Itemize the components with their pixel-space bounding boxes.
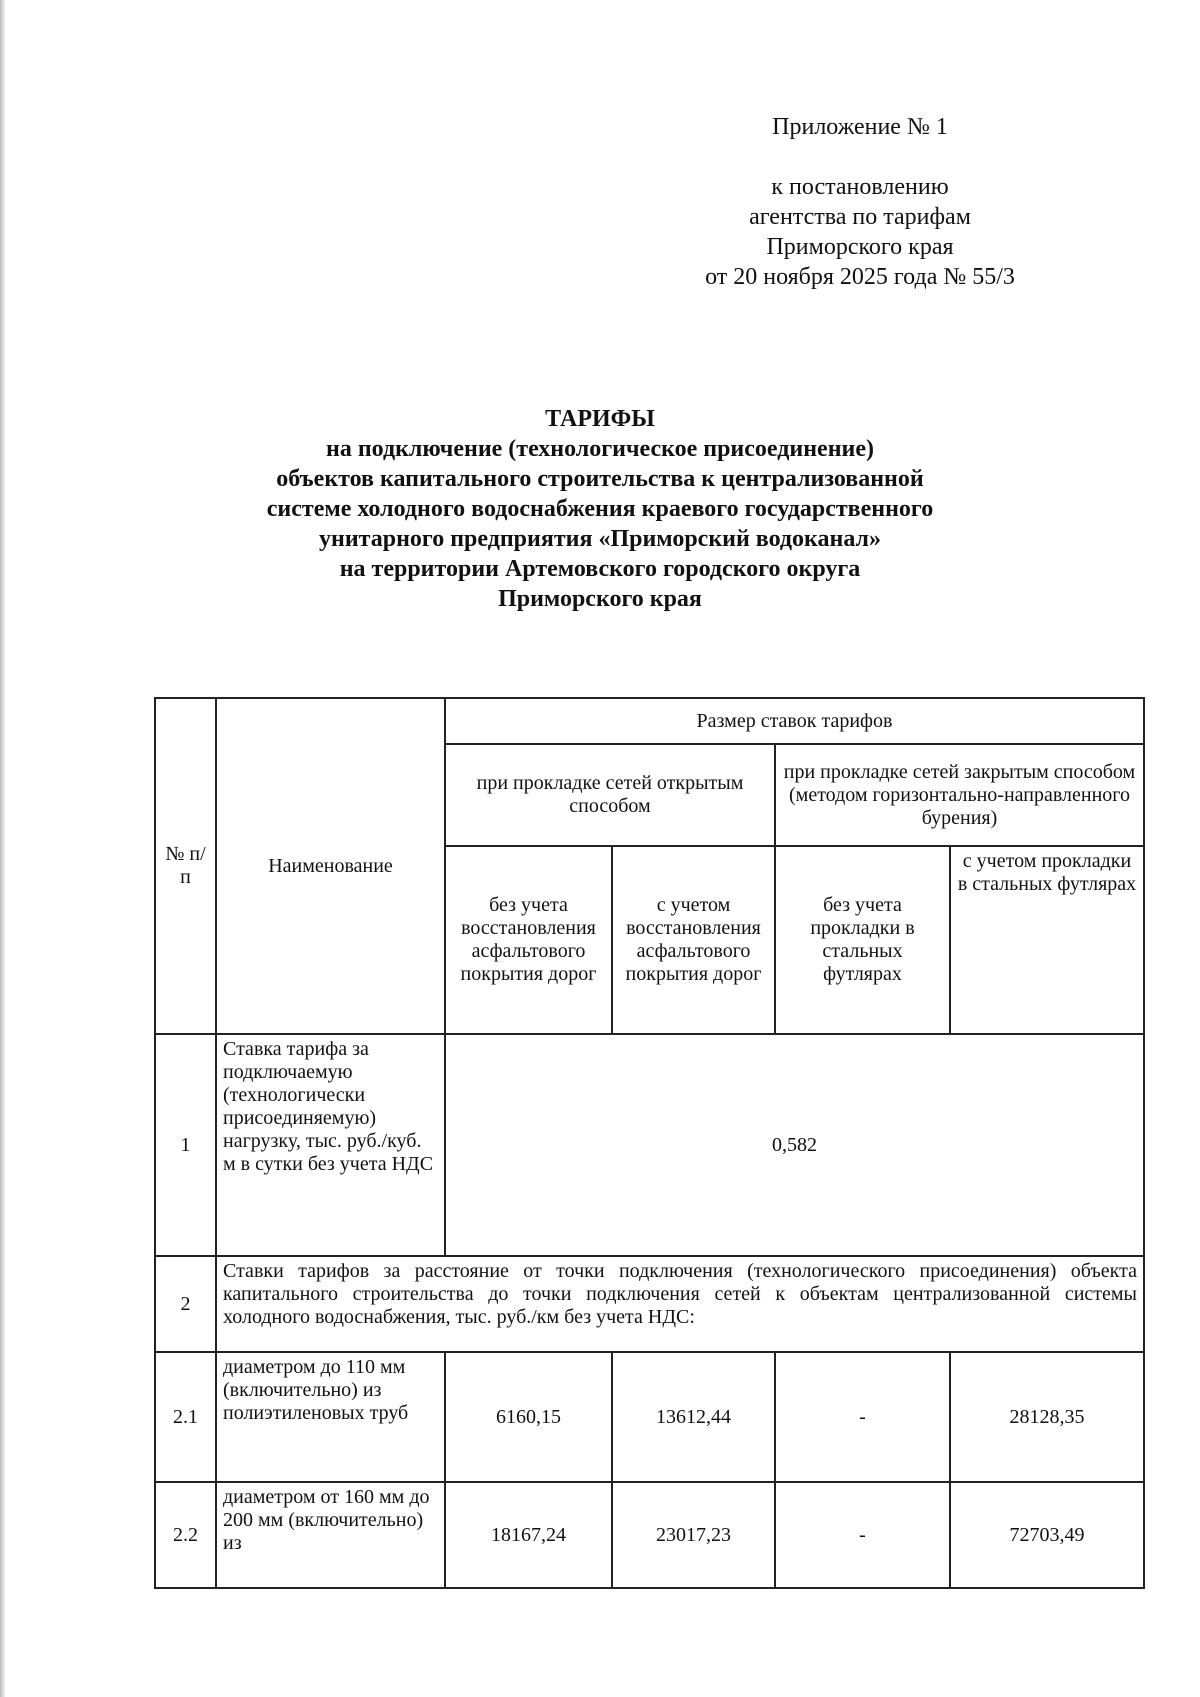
header-name: Наименование <box>217 697 446 1035</box>
table-row <box>154 1035 1145 1257</box>
row-section-text: Ставки тарифов за расстояние от точки подключения (технологического присоединения) объекта капитального строительства до точки подключения сетей к объектам централизованной системы холодного водоснабжения, тыс. руб./км без учета НДС: <box>217 1257 1145 1353</box>
header-col-no-casing: без учета прокладки в стальных футлярах <box>776 847 951 1035</box>
title-line-3: системе холодного водоснабжения краевого государственного <box>266 496 934 522</box>
document-title <box>150 404 1050 614</box>
header-open-method: при прокладке сетей открытым способом <box>446 745 776 847</box>
cell-no-asphalt: 6160,15 <box>446 1353 613 1483</box>
tariffs-table <box>154 697 1145 1589</box>
row-name: диаметром до 110 мм (включительно) из полиэтиленовых труб <box>217 1353 446 1483</box>
title-line-6: Приморского края <box>498 586 702 612</box>
row-name: Ставка тарифа за подключаемую (технологически присоединяемую) нагрузку, тыс. руб./куб. м в сутки без учета НДС <box>217 1035 446 1257</box>
cell-with-asphalt: 13612,44 <box>613 1353 776 1483</box>
title-line-5: на территории Артемовского городского округа <box>339 556 861 582</box>
header-closed-method: при прокладке сетей закрытым способом (методом горизонтально-направленного бурения) <box>776 745 1145 847</box>
cell-no-asphalt: 18167,24 <box>446 1483 613 1589</box>
header-col-with-asphalt: с учетом восстановления асфальтового покрытия дорог <box>613 847 776 1035</box>
cell-with-asphalt: 23017,23 <box>613 1483 776 1589</box>
table-row <box>154 1483 1145 1589</box>
row-value: 0,582 <box>446 1035 1145 1257</box>
header-number: № п/п <box>154 697 217 1035</box>
cell-with-casing: 28128,35 <box>951 1353 1145 1483</box>
cell-no-casing: - <box>776 1483 951 1589</box>
header-rate-size: Размер ставок тарифов <box>446 697 1145 745</box>
cell-with-casing: 72703,49 <box>951 1483 1145 1589</box>
title-heading: ТАРИФЫ <box>545 406 655 432</box>
row-number: 2.1 <box>154 1353 217 1483</box>
appendix-line-3: Приморского края <box>766 234 954 260</box>
row-number: 2.2 <box>154 1483 217 1589</box>
appendix-block <box>660 112 1060 292</box>
scan-edge-shadow <box>0 0 6 1697</box>
row-number: 2 <box>154 1257 217 1353</box>
table-row <box>154 1353 1145 1483</box>
appendix-title: Приложение № 1 <box>772 114 948 140</box>
row-name: диаметром от 160 мм до 200 мм (включительно) из <box>217 1483 446 1589</box>
cell-no-casing: - <box>776 1353 951 1483</box>
appendix-line-2: агентства по тарифам <box>749 204 971 230</box>
header-col-no-asphalt: без учета восстановления асфальтового покрытия дорог <box>446 847 613 1035</box>
header-col-with-casing: с учетом прокладки в стальных футлярах <box>951 847 1145 1035</box>
title-line-2: объектов капитального строительства к централизованной <box>276 466 924 492</box>
appendix-line-4: от 20 ноября 2025 года № 55/3 <box>705 264 1015 290</box>
title-line-1: на подключение (технологическое присоединение) <box>325 436 874 462</box>
appendix-line-1: к постановлению <box>771 174 949 200</box>
table-row <box>154 1257 1145 1353</box>
title-line-4: унитарного предприятия «Приморский водоканал» <box>318 526 882 552</box>
row-number: 1 <box>154 1035 217 1257</box>
